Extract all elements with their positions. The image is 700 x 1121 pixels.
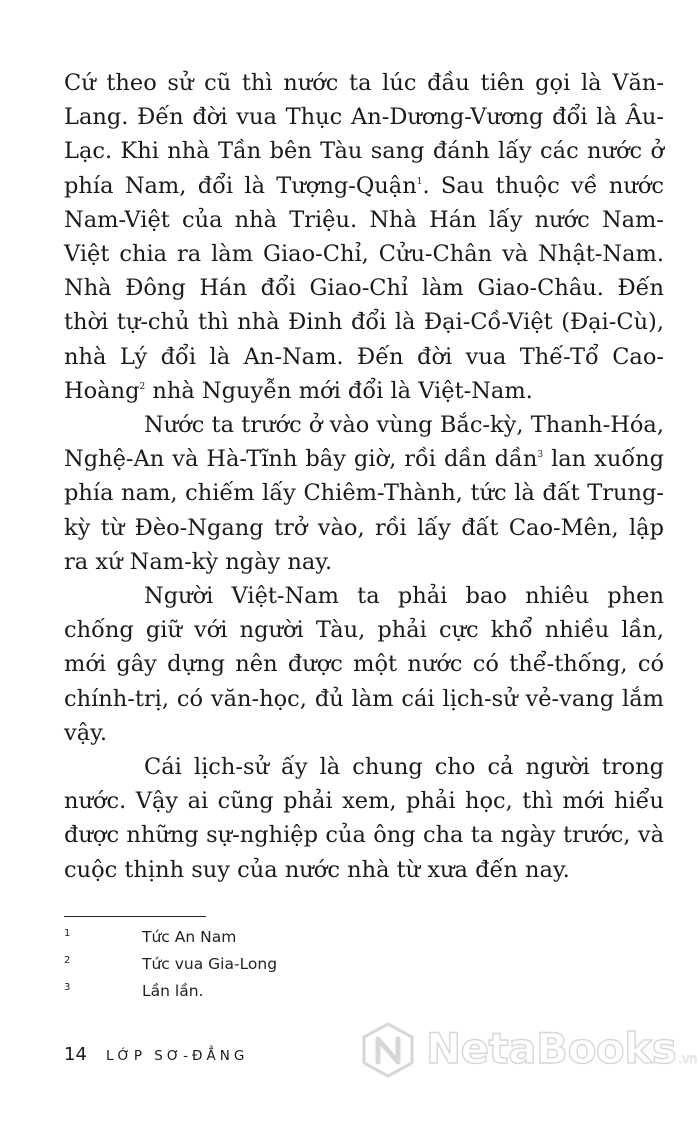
- paragraph-1-tail: nhà Nguyễn mới đổi là Việt-Nam.: [145, 377, 533, 404]
- paragraph-2-tail: lan xuống phía nam, chiếm lấy Chiêm-Thành, tức là đất Trung-kỳ từ Đèo-Ngang trở vào, rồi lấy đất Cao-Mên, lập ra xứ Nam-kỳ ngày nay.: [64, 446, 665, 575]
- paragraph-1: [64, 66, 664, 408]
- paragraph-1-lead: Cứ theo sử cũ thì nước ta lúc đầu tiên gọi là Văn-Lang. Đến đời vua Thục An-Dương-Vương đổi là Âu-Lạc. Khi nhà Tần bên Tàu sang đánh lấy các nước ở phía Nam, đổi là Tượng-Quận: [64, 70, 664, 199]
- footnote-1: [64, 924, 464, 951]
- footnote-divider: [64, 916, 206, 917]
- watermark-suffix: .vn: [678, 1052, 697, 1067]
- footnote-text: Tức An Nam: [142, 928, 237, 946]
- paragraph-4: Cái lịch-sử ấy là chung cho cả người trong nước. Vậy ai cũng phải xem, phải học, thì mới hiểu được những sự-nghiệp của ông cha ta ngày trước, và cuộc thịnh suy của nước nhà từ xưa đến nay.: [64, 754, 664, 883]
- page-number: 14: [64, 1044, 87, 1065]
- footnote-3: [64, 978, 464, 1005]
- footnote-ref-1[interactable]: 1: [416, 176, 423, 187]
- footnote-number: 2: [64, 955, 71, 966]
- paragraph-3: Người Việt-Nam ta phải bao nhiêu phen chống giữ với người Tàu, phải cực khổ nhiều lần, mới gây dựng nên được một nước có thể-thống, có chính-trị, có văn-học, đủ làm cái lịch-sử vẻ-vang lắm vậy.: [64, 583, 664, 746]
- watermark: [360, 1018, 697, 1088]
- paragraph-2-lead: Nước ta trước ở vào vùng Bắc-kỳ, Thanh-Hóa, Nghệ-An và Hà-Tĩnh bây giờ, rồi dần dần: [64, 412, 664, 473]
- footnote-text: Tức vua Gia-Long: [142, 955, 278, 973]
- paragraph-1-mid: . Sau thuộc về nước Nam-Việt của nhà Triệu. Nhà Hán lấy nước Nam-Việt chia ra làm Giao-Chỉ, Cửu-Chân và Nhật-Nam. Nhà Đông Hán đổi Giao-Chỉ làm Giao-Châu. Đến thời tự-chủ thì nhà Đinh đổi là Đại-Cồ-Việt (Đại-Cù), nhà Lý đổi là An-Nam. Đến đời vua Thế-Tổ Cao-Hoàng: [64, 172, 665, 404]
- footnotes: [64, 924, 464, 1005]
- footnote-text: Lần lần.: [142, 982, 204, 1000]
- footnote-number: 1: [64, 928, 71, 939]
- watermark-brand: NetaBooks: [426, 1024, 677, 1073]
- footnote-ref-3[interactable]: 3: [537, 450, 544, 461]
- footnote-2: [64, 951, 464, 978]
- running-title: LỚP SƠ-ĐẲNG: [106, 1048, 249, 1064]
- footnote-number: 3: [64, 982, 71, 993]
- netabooks-logo-icon: [360, 1022, 416, 1078]
- watermark-text: [426, 1024, 697, 1073]
- footnote-ref-2[interactable]: 2: [139, 381, 146, 392]
- paragraph-2: [64, 408, 664, 579]
- page-body: [64, 66, 664, 887]
- page-footer: [64, 1044, 248, 1065]
